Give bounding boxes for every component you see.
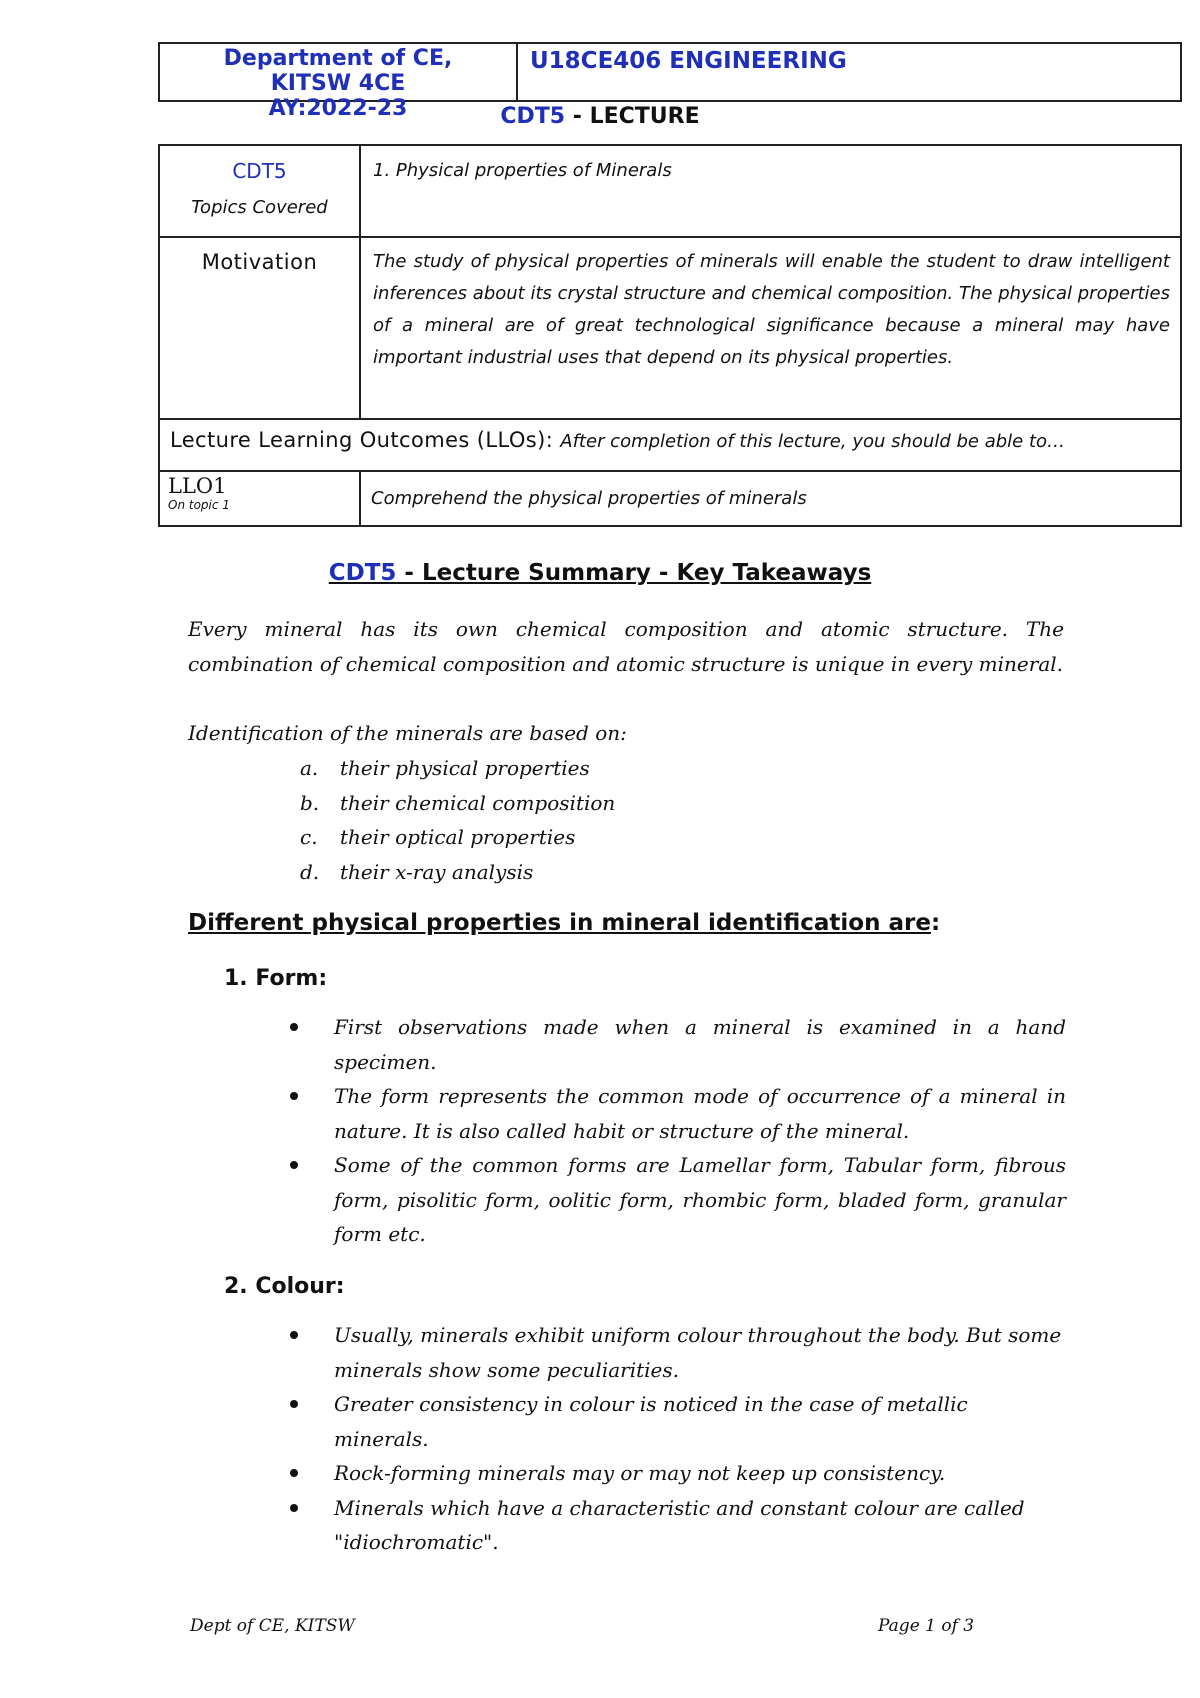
summary-title: [0, 560, 1200, 586]
motivation-label: Motivation: [159, 237, 360, 419]
list-item: First observations made when a mineral is examined in a hand specimen.: [290, 1010, 1066, 1079]
llo-row: [159, 419, 1181, 471]
topic-item: 1. Physical properties of Minerals: [360, 145, 1181, 237]
bullet-dot: [290, 1161, 298, 1169]
bullet-dot: [290, 1400, 298, 1408]
list-item: a. their physical properties: [300, 756, 590, 780]
colour-heading: 2. Colour:: [224, 1274, 345, 1299]
motivation-text: The study of physical properties of minerals will enable the student to draw intelligent inferences about its crystal structure and chemical composition. The physical properties of a mineral are of great technological significance because a mineral may have important industrial uses that depend on its physical properties.: [360, 237, 1181, 419]
lecture-code: CDT5: [500, 104, 566, 129]
llo-instruction: After completion of this lecture, you should be able to…: [560, 431, 1066, 452]
bullet-dot: [290, 1504, 298, 1512]
footer-department: Dept of CE, KITSW: [190, 1616, 355, 1636]
llo1-sub: On topic 1: [168, 498, 230, 512]
lecture-title-rest: - LECTURE: [565, 104, 700, 129]
department-cell: [160, 44, 518, 121]
llo-label: Lecture Learning Outcomes (LLOs):: [170, 428, 561, 452]
list-item: Usually, minerals exhibit uniform colour throughout the body. But some minerals show some peculiarities.: [290, 1318, 1066, 1387]
section-heading-text: Different physical properties in mineral identification are: [188, 910, 931, 936]
topics-covered-label: Topics Covered: [191, 197, 328, 218]
section-heading: [188, 910, 940, 936]
list-item: The form represents the common mode of occurrence of a mineral in nature. It is also called habit or structure of the mineral.: [290, 1079, 1066, 1148]
department-line-3: AY:2022-23: [268, 96, 408, 121]
list-item: Rock-forming minerals may or may not keep up consistency.: [290, 1456, 1066, 1491]
form-heading: 1. Form:: [224, 966, 328, 991]
llo1-cell: [159, 471, 360, 526]
list-item: Greater consistency in colour is noticed in the case of metallic minerals.: [290, 1387, 1066, 1456]
bullet-dot: [290, 1469, 298, 1477]
topic-cell: [159, 145, 360, 237]
list-item: c. their optical properties: [300, 825, 576, 849]
identification-list: [300, 751, 615, 889]
topic-code: CDT5: [232, 159, 287, 183]
department-line-1: Department of CE,: [223, 46, 453, 71]
form-bullets: [290, 1010, 1066, 1252]
lecture-info-table: [158, 144, 1182, 527]
identification-intro: Identification of the minerals are based on:: [188, 721, 627, 745]
list-item: b. their chemical composition: [300, 790, 616, 815]
llo1-text: Comprehend the physical properties of minerals: [360, 471, 1181, 526]
footer-page-number: Page 1 of 3: [878, 1616, 975, 1636]
section-heading-colon: :: [930, 910, 941, 936]
summary-paragraph: Every mineral has its own chemical composition and atomic structure. The combination of chemical composition and atomic structure is unique in every mineral.: [188, 617, 1064, 676]
colour-bullets: [290, 1318, 1066, 1560]
llo1-label: LLO1: [168, 474, 227, 498]
bullet-dot: [290, 1331, 298, 1339]
list-item: d. their x-ray analysis: [300, 859, 534, 884]
bullet-dot: [290, 1092, 298, 1100]
bullet-dot: [290, 1023, 298, 1031]
lecture-title: [0, 104, 1200, 129]
course-title: U18CE406 ENGINEERING: [530, 48, 847, 74]
summary-code: CDT5: [328, 560, 397, 586]
department-line-2: KITSW 4CE: [270, 71, 406, 96]
list-item: Some of the common forms are Lamellar form, Tabular form, fibrous form, pisolitic form, oolitic form, rhombic form, bladed form, granular form etc.: [290, 1148, 1066, 1252]
list-item: Minerals which have a characteristic and constant colour are called "idiochromatic".: [290, 1491, 1066, 1560]
summary-title-rest: - Lecture Summary - Key Takeaways: [396, 560, 872, 586]
